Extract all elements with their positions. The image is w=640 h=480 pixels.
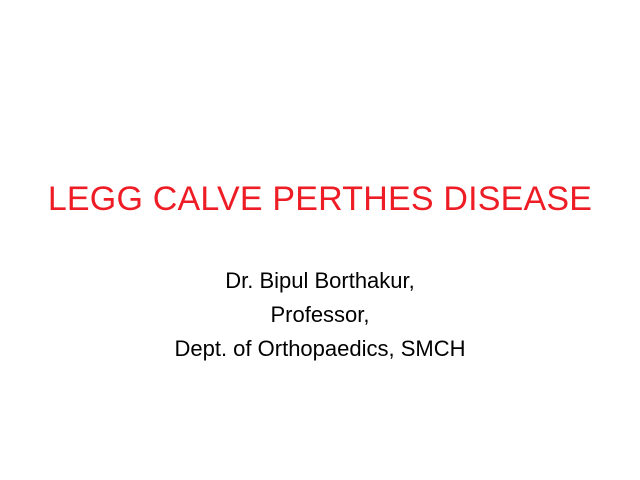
title-block (0, 178, 640, 220)
subtitle-line-designation: Professor, (270, 302, 370, 327)
subtitle-line-department: Dept. of Orthopaedics, SMCH (174, 336, 466, 361)
subtitle-block (0, 266, 640, 364)
page-title: LEGG CALVE PERTHES DISEASE (47, 180, 593, 218)
subtitle-line-author: Dr. Bipul Borthakur, (225, 268, 415, 293)
